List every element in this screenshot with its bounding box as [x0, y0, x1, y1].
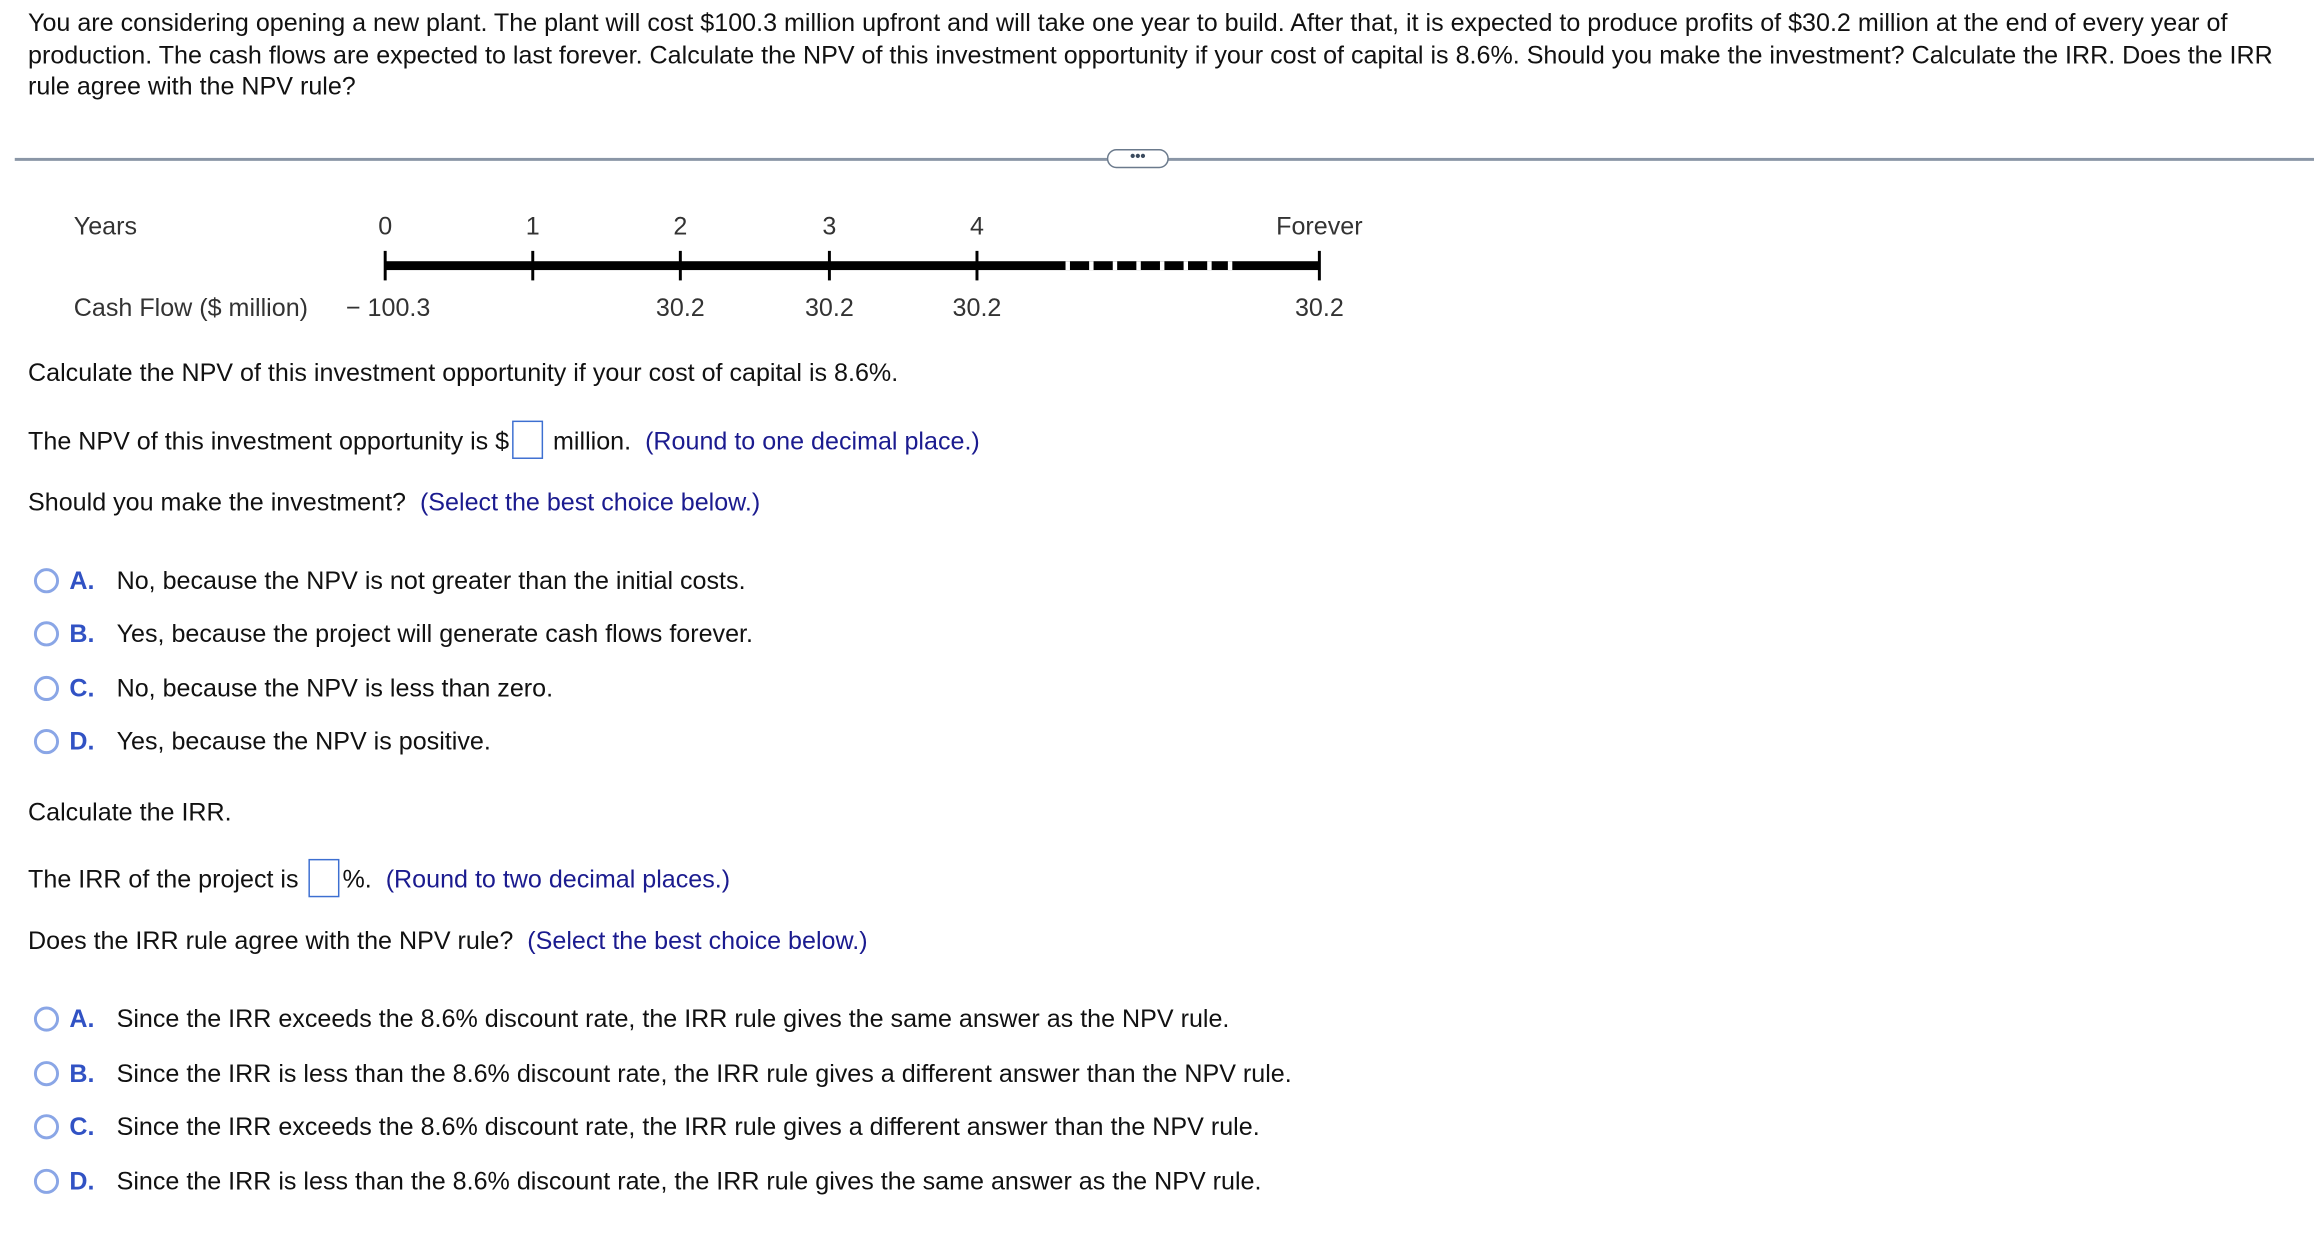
cash-flow-value: − 100.3	[345, 293, 431, 322]
cash-flow-value: 30.2	[1294, 293, 1344, 322]
timeline-bar	[385, 261, 1319, 270]
irr-label: The IRR of the project is	[28, 865, 299, 894]
irr-prompt: Calculate the IRR.	[28, 798, 232, 827]
option-letter: C.	[69, 1112, 95, 1141]
npv-label: The NPV of this investment opportunity is $	[28, 427, 510, 456]
invest-option-c-radio[interactable]	[34, 676, 59, 701]
agree-question-text: Does the IRR rule agree with the NPV rule?	[28, 926, 514, 955]
timeline-tick	[679, 251, 681, 281]
years-label: Years	[73, 212, 138, 241]
invest-question-text: Should you make the investment?	[28, 488, 407, 517]
irr-hint: (Round to two decimal places.)	[385, 865, 731, 894]
agree-option-c-radio[interactable]	[34, 1114, 59, 1139]
timeline-tick	[531, 251, 533, 281]
timeline-tick	[384, 251, 386, 281]
timeline-tick	[828, 251, 830, 281]
agree-option-d-text[interactable]: Since the IRR is less than the 8.6% discount rate, the IRR rule gives the same answer as the NPV rule.	[116, 1167, 1262, 1196]
agree-question	[28, 927, 868, 957]
npv-answer-line	[28, 424, 980, 462]
invest-option-d-text[interactable]: Yes, because the NPV is positive.	[116, 727, 491, 756]
irr-answer-line	[28, 862, 730, 900]
agree-option-b-radio[interactable]	[34, 1061, 59, 1086]
option-letter: A.	[69, 1005, 95, 1034]
expand-button[interactable]: •••	[1107, 149, 1169, 168]
year-label: 3	[822, 212, 837, 241]
invest-option-a-radio[interactable]	[34, 568, 59, 593]
irr-input[interactable]	[309, 859, 340, 897]
invest-option-c-text[interactable]: No, because the NPV is less than zero.	[116, 674, 554, 703]
agree-option-d-radio[interactable]	[34, 1169, 59, 1194]
cash-flow-value: 30.2	[655, 293, 705, 322]
agree-option-c-text[interactable]: Since the IRR exceeds the 8.6% discount rate, the IRR rule gives a different answer than the NPV rule.	[116, 1112, 1260, 1141]
year-label: 0	[378, 212, 393, 241]
invest-option-a-text[interactable]: No, because the NPV is not greater than the initial costs.	[116, 566, 746, 595]
question-text: You are considering opening a new plant. The plant will cost $100.3 million upfront and will take one year to build. After that, it is expected to produce profits of $30.2 million at the end of every year of production. The cash flows are expected to last forever. Calculate the NPV of this investment opportunity if your cost of capital is 8.6%. Should you make the investment? Calculate the IRR. Does the IRR rule agree with the NPV rule?	[28, 8, 2273, 101]
invest-hint: (Select the best choice below.)	[419, 488, 761, 517]
npv-input[interactable]	[512, 421, 543, 459]
agree-option-a-radio[interactable]	[34, 1006, 59, 1031]
option-letter: D.	[69, 1167, 95, 1196]
year-label: Forever	[1276, 212, 1363, 241]
npv-prompt: Calculate the NPV of this investment opportunity if your cost of capital is 8.6%.	[28, 358, 899, 387]
agree-option-b-text[interactable]: Since the IRR is less than the 8.6% discount rate, the IRR rule gives a different answer than the NPV rule.	[116, 1059, 1292, 1088]
invest-option-b-text[interactable]: Yes, because the project will generate cash flows forever.	[116, 619, 754, 648]
cash-flow-value: 30.2	[952, 293, 1002, 322]
agree-option-a-text[interactable]: Since the IRR exceeds the 8.6% discount rate, the IRR rule gives the same answer as the NPV rule.	[116, 1005, 1230, 1034]
npv-unit: million.	[553, 427, 632, 456]
cash-flow-value: 30.2	[804, 293, 854, 322]
option-letter: A.	[69, 566, 95, 595]
option-letter: B.	[69, 619, 95, 648]
npv-hint: (Round to one decimal place.)	[645, 427, 980, 456]
irr-unit: %.	[342, 865, 372, 894]
invest-option-b-radio[interactable]	[34, 621, 59, 646]
year-label: 1	[525, 212, 540, 241]
invest-question	[28, 488, 760, 518]
timeline-tick	[1318, 251, 1320, 281]
year-label: 2	[673, 212, 688, 241]
cash-flow-label: Cash Flow ($ million)	[73, 293, 309, 322]
timeline-tick	[976, 251, 978, 281]
year-label: 4	[969, 212, 984, 241]
option-letter: D.	[69, 727, 95, 756]
agree-hint: (Select the best choice below.)	[527, 926, 868, 955]
invest-option-d-radio[interactable]	[34, 729, 59, 754]
option-letter: C.	[69, 674, 95, 703]
option-letter: B.	[69, 1059, 95, 1088]
